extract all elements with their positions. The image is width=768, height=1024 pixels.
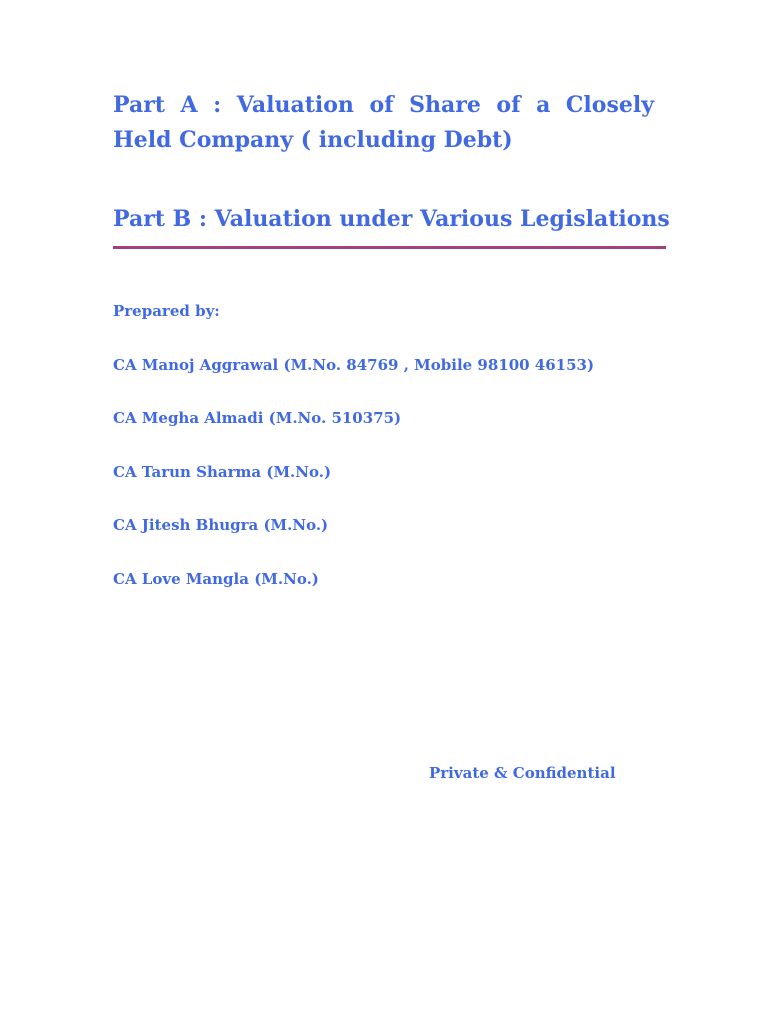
title-part-b: Part B : Valuation under Various Legislations [113, 206, 670, 232]
title-divider [113, 246, 666, 249]
prepared-by-label: Prepared by: [113, 302, 220, 320]
author-entry: CA Manoj Aggrawal (M.No. 84769 , Mobile 98100 46153) [113, 356, 595, 374]
author-entry: CA Tarun Sharma (M.No.) [113, 463, 332, 481]
author-entry: CA Love Mangla (M.No.) [113, 570, 319, 588]
author-entry: CA Jitesh Bhugra (M.No.) [113, 516, 329, 534]
confidentiality-notice: Private & Confidential [429, 764, 616, 782]
title-part-a: Part A : Valuation of Share of a Closely Held Company ( including Debt) [113, 92, 654, 153]
author-entry: CA Megha Almadi (M.No. 510375) [113, 409, 402, 427]
